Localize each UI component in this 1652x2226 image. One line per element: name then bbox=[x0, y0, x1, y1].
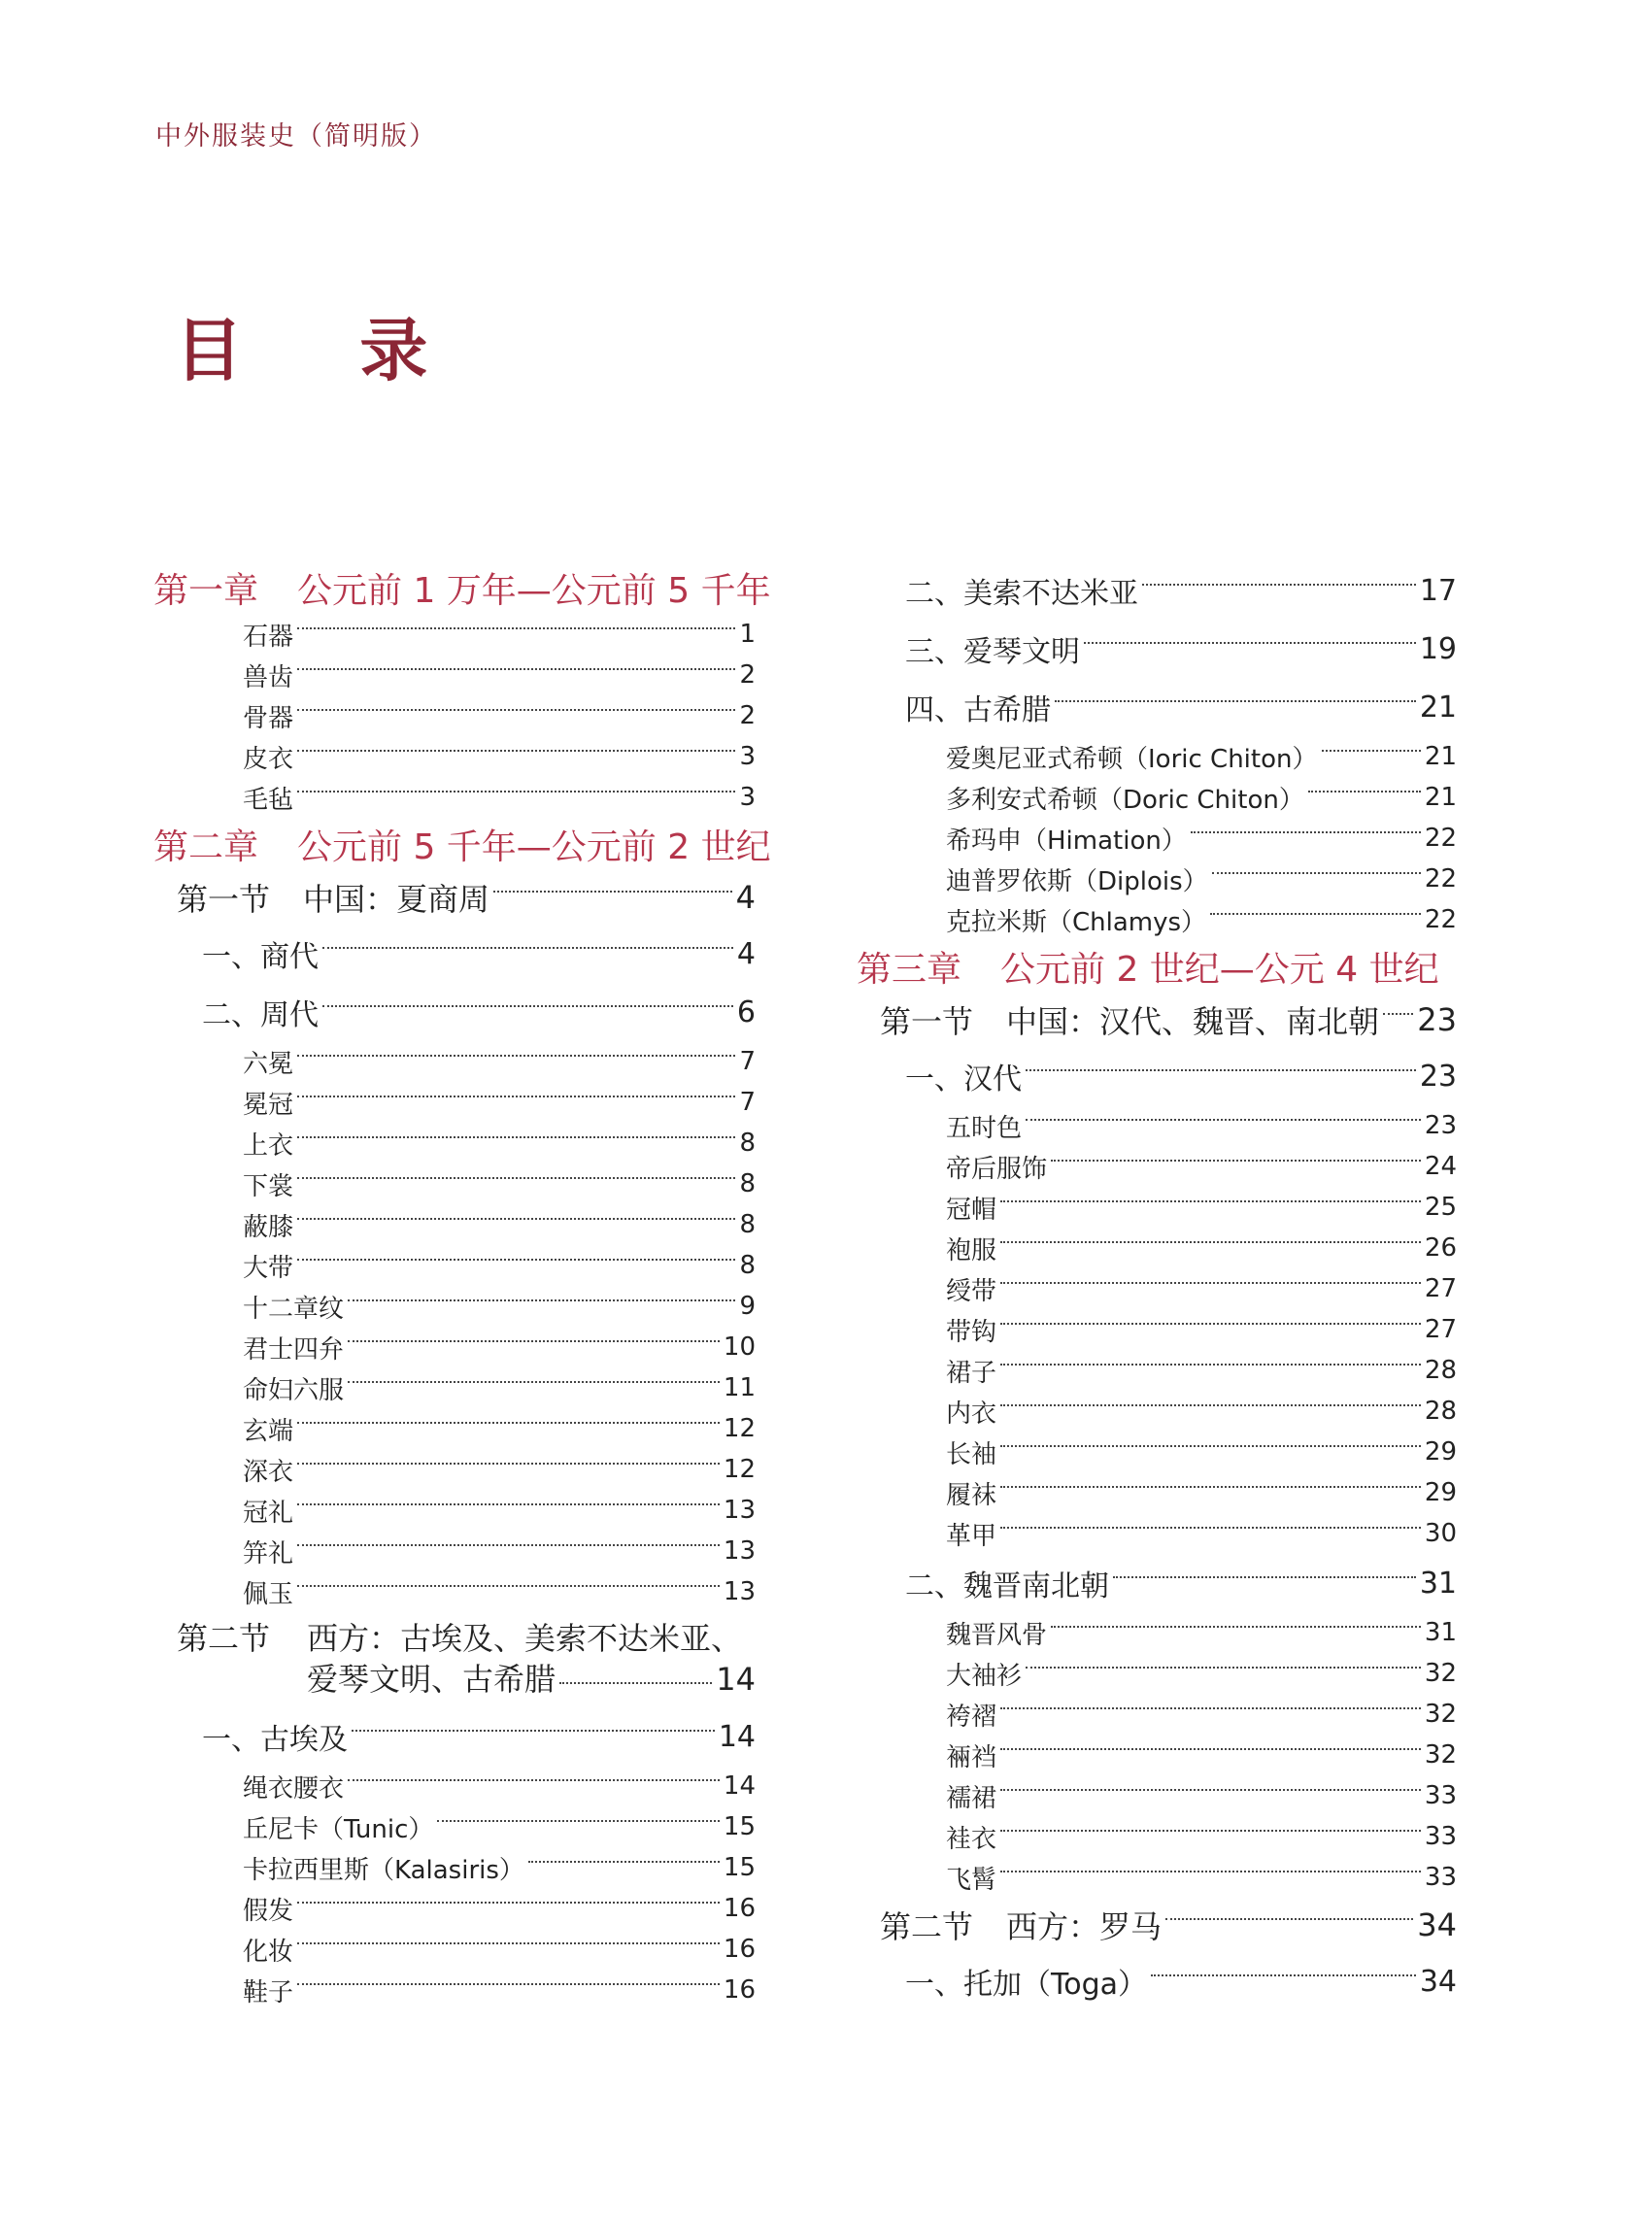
entry-label: 五时色 bbox=[946, 1113, 1023, 1143]
page-number: 32 bbox=[1424, 1659, 1457, 1688]
page-number: 23 bbox=[1419, 1059, 1457, 1094]
dot-leader bbox=[528, 1861, 720, 1863]
entry-label: 玄端 bbox=[243, 1416, 294, 1446]
toc-item[interactable] bbox=[153, 1164, 756, 1204]
page-number: 13 bbox=[723, 1496, 756, 1525]
dot-leader bbox=[1084, 642, 1416, 644]
dot-leader bbox=[1000, 1282, 1421, 1284]
dot-leader bbox=[1151, 1974, 1416, 1976]
page-number: 14 bbox=[716, 1661, 756, 1698]
entry-label: 爱奥尼亚式希顿（Ioric Chiton） bbox=[946, 744, 1318, 774]
dot-leader bbox=[297, 1096, 735, 1097]
toc-item[interactable] bbox=[153, 1408, 756, 1449]
dot-leader bbox=[1000, 1748, 1421, 1750]
toc-item[interactable] bbox=[857, 1694, 1457, 1735]
dot-leader bbox=[1051, 1160, 1421, 1162]
page-number: 33 bbox=[1424, 1781, 1457, 1810]
dot-leader bbox=[1055, 700, 1416, 702]
toc-item[interactable] bbox=[153, 1531, 756, 1571]
toc-item[interactable] bbox=[153, 1970, 756, 2010]
section-title: 西方：古埃及、美索不达米亚、 bbox=[307, 1620, 743, 1657]
dot-leader bbox=[1142, 584, 1416, 586]
dot-leader bbox=[1212, 872, 1421, 874]
page-number: 8 bbox=[739, 1251, 756, 1280]
toc-sub[interactable] bbox=[857, 1554, 1457, 1612]
toc-item[interactable] bbox=[857, 736, 1457, 777]
entry-label: 中国：夏商周 bbox=[303, 881, 490, 918]
entry-label: 中国：汉代、魏晋、南北朝 bbox=[1006, 1003, 1380, 1040]
page-number: 31 bbox=[1419, 1566, 1457, 1601]
toc-item[interactable] bbox=[857, 1350, 1457, 1391]
entry-label: 绶带 bbox=[946, 1276, 997, 1306]
dot-leader bbox=[1026, 1069, 1416, 1071]
entry-label: 深衣 bbox=[243, 1457, 294, 1487]
dot-leader bbox=[297, 1463, 720, 1465]
dot-leader bbox=[1191, 831, 1421, 833]
page-number: 25 bbox=[1424, 1193, 1457, 1222]
page-number: 4 bbox=[736, 936, 756, 971]
page-number: 17 bbox=[1419, 573, 1457, 608]
dot-leader bbox=[297, 1422, 720, 1424]
dot-leader bbox=[322, 947, 733, 949]
page-number: 13 bbox=[723, 1536, 756, 1566]
toc-item[interactable] bbox=[153, 1449, 756, 1490]
toc-item[interactable] bbox=[857, 1309, 1457, 1350]
toc-item[interactable] bbox=[153, 1490, 756, 1531]
toc-item[interactable] bbox=[153, 777, 756, 818]
page-number: 21 bbox=[1424, 783, 1457, 812]
entry-label: 丘尼卡（Tunic） bbox=[243, 1814, 434, 1844]
toc-section[interactable] bbox=[857, 1898, 1457, 1952]
toc-chapter[interactable] bbox=[153, 561, 771, 614]
dot-leader bbox=[352, 1730, 715, 1732]
dot-leader bbox=[1000, 1789, 1421, 1791]
entry-label: 克拉米斯（Chlamys） bbox=[946, 907, 1207, 937]
toc-section[interactable] bbox=[857, 993, 1457, 1047]
section-line-2 bbox=[177, 1659, 756, 1700]
toc-item[interactable] bbox=[153, 736, 756, 777]
dot-leader bbox=[297, 1136, 735, 1138]
page-number: 27 bbox=[1424, 1315, 1457, 1344]
entry-label: 上衣 bbox=[243, 1130, 294, 1161]
toc-item[interactable] bbox=[857, 1775, 1457, 1816]
toc-item[interactable] bbox=[153, 1367, 756, 1408]
entry-label: 一、托加（Toga） bbox=[905, 1968, 1148, 2002]
entry-label: 冠礼 bbox=[243, 1498, 294, 1528]
dot-leader bbox=[1322, 750, 1421, 752]
entry-label: 多利安式希顿（Doric Chiton） bbox=[946, 785, 1304, 815]
dot-leader bbox=[1000, 1707, 1421, 1709]
toc-item[interactable] bbox=[153, 1766, 756, 1806]
page-number: 22 bbox=[1424, 824, 1457, 853]
entry-label: 君士四弁 bbox=[243, 1334, 345, 1365]
toc-section[interactable] bbox=[153, 1618, 756, 1700]
entry-label: 二、美索不达米亚 bbox=[905, 577, 1138, 611]
page-number: 10 bbox=[723, 1332, 756, 1362]
dot-leader bbox=[297, 750, 735, 752]
toc-item[interactable] bbox=[153, 1806, 756, 1847]
toc-item[interactable] bbox=[153, 1041, 756, 1082]
dot-leader bbox=[348, 1779, 720, 1781]
toc-item[interactable] bbox=[153, 695, 756, 736]
page-number: 15 bbox=[723, 1853, 756, 1882]
toc-item[interactable] bbox=[857, 899, 1457, 940]
dot-leader bbox=[1000, 1364, 1421, 1366]
entry-label: 大袖衫 bbox=[946, 1661, 1023, 1691]
chapter-title: 公元前 1 万年—公元前 5 千年 bbox=[297, 570, 771, 611]
dot-leader bbox=[297, 1055, 735, 1057]
dot-leader bbox=[348, 1381, 720, 1383]
toc-sub[interactable] bbox=[857, 1952, 1457, 2010]
page-number: 3 bbox=[739, 742, 756, 771]
dot-leader bbox=[348, 1299, 735, 1301]
page-number: 7 bbox=[739, 1047, 756, 1076]
entry-label: 履袜 bbox=[946, 1480, 997, 1510]
dot-leader bbox=[297, 627, 735, 629]
entry-label: 佩玉 bbox=[243, 1579, 294, 1609]
toc-item[interactable] bbox=[857, 1857, 1457, 1898]
entry-label: 石器 bbox=[243, 622, 294, 652]
section-number: 第一节 bbox=[177, 881, 271, 918]
page-number: 29 bbox=[1424, 1478, 1457, 1507]
toc-item[interactable] bbox=[857, 1146, 1457, 1187]
toc-item[interactable] bbox=[857, 1735, 1457, 1775]
entry-label: 卡拉西里斯（Kalasiris） bbox=[243, 1855, 524, 1885]
entry-label: 一、汉代 bbox=[905, 1062, 1022, 1096]
entry-label: 迪普罗依斯（Diplois） bbox=[946, 866, 1208, 896]
toc-item[interactable] bbox=[857, 1653, 1457, 1694]
toc-item[interactable] bbox=[153, 1888, 756, 1929]
toc-sub[interactable] bbox=[857, 561, 1457, 620]
dot-leader bbox=[1000, 1323, 1421, 1325]
toc-item[interactable] bbox=[857, 859, 1457, 899]
toc-sub[interactable] bbox=[153, 983, 756, 1041]
toc-item[interactable] bbox=[857, 1228, 1457, 1268]
page-number: 4 bbox=[735, 879, 756, 916]
dot-leader bbox=[297, 1983, 720, 1985]
page-number: 28 bbox=[1424, 1356, 1457, 1385]
toc-item[interactable] bbox=[153, 1082, 756, 1123]
chapter-number: 第一章 bbox=[153, 570, 259, 611]
entry-label: 袍服 bbox=[946, 1235, 997, 1265]
page-number: 23 bbox=[1424, 1111, 1457, 1140]
entry-label: 飞髾 bbox=[946, 1865, 997, 1895]
entry-label: 鞋子 bbox=[243, 1977, 294, 2007]
dot-leader bbox=[297, 709, 735, 711]
page-number: 16 bbox=[723, 1975, 756, 2005]
toc-item[interactable] bbox=[153, 1929, 756, 1970]
dot-leader bbox=[1000, 1527, 1421, 1529]
dot-leader bbox=[297, 1544, 720, 1546]
chapter-number: 第二章 bbox=[153, 826, 259, 867]
entry-label: 袿衣 bbox=[946, 1824, 997, 1854]
toc-left-column bbox=[153, 561, 771, 2010]
entry-label: 皮衣 bbox=[243, 744, 294, 774]
page-number: 3 bbox=[739, 783, 756, 812]
page-number: 14 bbox=[723, 1771, 756, 1801]
page-number: 13 bbox=[723, 1577, 756, 1606]
entry-label: 二、魏晋南北朝 bbox=[905, 1569, 1109, 1603]
page-number: 8 bbox=[739, 1129, 756, 1158]
entry-label: 假发 bbox=[243, 1896, 294, 1926]
toc-item[interactable] bbox=[153, 1327, 756, 1367]
toc-item[interactable] bbox=[857, 1391, 1457, 1432]
dot-leader bbox=[1000, 1871, 1421, 1872]
section-number: 第一节 bbox=[880, 1003, 974, 1040]
entry-label: 冠帽 bbox=[946, 1195, 997, 1225]
entry-label: 化妆 bbox=[243, 1937, 294, 1967]
entry-label: 十二章纹 bbox=[243, 1294, 345, 1324]
dot-leader bbox=[1165, 1918, 1413, 1920]
page-number: 22 bbox=[1424, 905, 1457, 934]
page-number: 32 bbox=[1424, 1700, 1457, 1729]
toc-right-column bbox=[857, 561, 1457, 2010]
section-title-cont: 爱琴文明、古希腊 bbox=[307, 1661, 556, 1698]
dot-leader bbox=[1000, 1404, 1421, 1406]
page-number: 26 bbox=[1424, 1233, 1457, 1263]
page-number: 16 bbox=[723, 1935, 756, 1964]
page-number: 33 bbox=[1424, 1863, 1457, 1892]
toc-item[interactable] bbox=[857, 1268, 1457, 1309]
toc-item[interactable] bbox=[153, 1123, 756, 1164]
toc-section[interactable] bbox=[153, 870, 756, 925]
page-number: 6 bbox=[736, 995, 756, 1029]
entry-label: 二、周代 bbox=[202, 998, 319, 1032]
entry-label: 袴褶 bbox=[946, 1702, 997, 1732]
dot-leader bbox=[297, 1942, 720, 1944]
toc-item[interactable] bbox=[857, 1816, 1457, 1857]
page-number: 7 bbox=[739, 1088, 756, 1117]
page-number: 2 bbox=[739, 660, 756, 690]
entry-label: 一、古埃及 bbox=[202, 1723, 348, 1757]
page-number: 8 bbox=[739, 1210, 756, 1239]
toc-item[interactable] bbox=[857, 1612, 1457, 1653]
page-number: 29 bbox=[1424, 1437, 1457, 1467]
dot-leader bbox=[493, 891, 732, 893]
toc-sub[interactable] bbox=[153, 925, 756, 983]
entry-label: 三、爱琴文明 bbox=[905, 635, 1080, 669]
toc-item[interactable] bbox=[153, 1571, 756, 1612]
toc-item[interactable] bbox=[857, 818, 1457, 859]
chapter-title: 公元前 5 千年—公元前 2 世纪 bbox=[297, 826, 771, 867]
entry-label: 兽齿 bbox=[243, 662, 294, 692]
dot-leader bbox=[297, 1503, 720, 1505]
dot-leader bbox=[1026, 1119, 1421, 1121]
entry-label: 一、商代 bbox=[202, 940, 319, 974]
dot-leader bbox=[348, 1340, 720, 1342]
dot-leader bbox=[297, 791, 735, 793]
entry-label: 裲裆 bbox=[946, 1742, 997, 1772]
page-number: 14 bbox=[718, 1719, 756, 1754]
page-number: 33 bbox=[1424, 1822, 1457, 1851]
toc-item[interactable] bbox=[153, 1245, 756, 1286]
dot-leader bbox=[297, 668, 735, 670]
entry-label: 骨器 bbox=[243, 703, 294, 733]
dot-leader bbox=[1000, 1241, 1421, 1243]
entry-label: 革甲 bbox=[946, 1521, 997, 1551]
dot-leader bbox=[1000, 1486, 1421, 1488]
page-number: 12 bbox=[723, 1414, 756, 1443]
page-number: 31 bbox=[1424, 1618, 1457, 1647]
dot-leader bbox=[297, 1177, 735, 1179]
page-number: 34 bbox=[1417, 1906, 1457, 1943]
toc-item[interactable] bbox=[857, 777, 1457, 818]
entry-label: 六冕 bbox=[243, 1049, 294, 1079]
dot-leader bbox=[322, 1005, 733, 1007]
section-number: 第二节 bbox=[177, 1620, 271, 1657]
section-number: 第二节 bbox=[880, 1908, 974, 1945]
page-number: 32 bbox=[1424, 1740, 1457, 1770]
section-line-1 bbox=[177, 1618, 756, 1659]
page-number: 12 bbox=[723, 1455, 756, 1484]
entry-label: 裙子 bbox=[946, 1358, 997, 1388]
toc-sub[interactable] bbox=[857, 620, 1457, 678]
entry-label: 下裳 bbox=[243, 1171, 294, 1201]
page-number: 21 bbox=[1419, 690, 1457, 725]
toc-item[interactable] bbox=[153, 1204, 756, 1245]
entry-label: 绳衣腰衣 bbox=[243, 1773, 345, 1804]
entry-label: 蔽膝 bbox=[243, 1212, 294, 1242]
toc-chapter[interactable] bbox=[153, 818, 771, 870]
page-number: 1 bbox=[739, 620, 756, 649]
toc-item[interactable] bbox=[153, 1286, 756, 1327]
page-number: 16 bbox=[723, 1894, 756, 1923]
entry-label: 希玛申（Himation） bbox=[946, 826, 1187, 856]
dot-leader bbox=[1210, 913, 1421, 915]
toc-sub[interactable] bbox=[857, 1047, 1457, 1105]
dot-leader bbox=[1000, 1445, 1421, 1447]
page-number: 11 bbox=[723, 1373, 756, 1402]
page-number: 24 bbox=[1424, 1152, 1457, 1181]
page-number: 8 bbox=[739, 1169, 756, 1198]
page-number: 9 bbox=[739, 1292, 756, 1321]
entry-label: 内衣 bbox=[946, 1399, 997, 1429]
entry-label: 冕冠 bbox=[243, 1090, 294, 1120]
dot-leader bbox=[1308, 791, 1421, 793]
entry-label: 襦裙 bbox=[946, 1783, 997, 1813]
toc-chapter[interactable] bbox=[857, 940, 1457, 993]
dot-leader bbox=[559, 1682, 712, 1684]
toc-item[interactable] bbox=[857, 1472, 1457, 1513]
dot-leader bbox=[1000, 1200, 1421, 1202]
entry-label: 四、古希腊 bbox=[905, 693, 1051, 727]
entry-label: 带钩 bbox=[946, 1317, 997, 1347]
entry-label: 长袖 bbox=[946, 1439, 997, 1469]
dot-leader bbox=[1113, 1576, 1416, 1578]
page-number: 21 bbox=[1424, 742, 1457, 771]
page-number: 28 bbox=[1424, 1397, 1457, 1426]
entry-label: 西方：罗马 bbox=[1006, 1908, 1163, 1945]
dot-leader bbox=[297, 1585, 720, 1587]
toc-item[interactable] bbox=[857, 1187, 1457, 1228]
entry-label: 大带 bbox=[243, 1253, 294, 1283]
page-number: 34 bbox=[1419, 1964, 1457, 1999]
toc-item[interactable] bbox=[857, 1513, 1457, 1554]
dot-leader bbox=[297, 1902, 720, 1904]
toc-item[interactable] bbox=[153, 614, 756, 655]
page-number: 22 bbox=[1424, 864, 1457, 894]
page-number: 30 bbox=[1424, 1519, 1457, 1548]
page-number: 2 bbox=[739, 701, 756, 730]
toc-sub[interactable] bbox=[857, 678, 1457, 736]
dot-leader bbox=[297, 1259, 735, 1261]
toc-item[interactable] bbox=[857, 1432, 1457, 1472]
toc-item[interactable] bbox=[153, 655, 756, 695]
dot-leader bbox=[1051, 1626, 1421, 1628]
page-number: 23 bbox=[1417, 1001, 1457, 1038]
entry-label: 毛毡 bbox=[243, 785, 294, 815]
running-header: 中外服装史（简明版） bbox=[155, 121, 437, 152]
page-number: 27 bbox=[1424, 1274, 1457, 1303]
toc-item[interactable] bbox=[153, 1847, 756, 1888]
entry-label: 魏晋风骨 bbox=[946, 1620, 1048, 1650]
chapter-title: 公元前 2 世纪—公元 4 世纪 bbox=[1000, 949, 1439, 990]
page-number: 19 bbox=[1419, 631, 1457, 666]
entry-label: 命妇六服 bbox=[243, 1375, 345, 1405]
dot-leader bbox=[1000, 1830, 1421, 1832]
dot-leader bbox=[437, 1820, 719, 1822]
dot-leader bbox=[297, 1218, 735, 1220]
toc-item[interactable] bbox=[857, 1105, 1457, 1146]
entry-label: 帝后服饰 bbox=[946, 1154, 1048, 1184]
page-title: 目 录 bbox=[175, 310, 475, 390]
page-number: 15 bbox=[723, 1812, 756, 1841]
toc-sub[interactable] bbox=[153, 1707, 756, 1766]
dot-leader bbox=[1026, 1667, 1421, 1669]
dot-leader bbox=[1383, 1013, 1413, 1015]
chapter-number: 第三章 bbox=[857, 949, 962, 990]
entry-label: 笄礼 bbox=[243, 1538, 294, 1568]
